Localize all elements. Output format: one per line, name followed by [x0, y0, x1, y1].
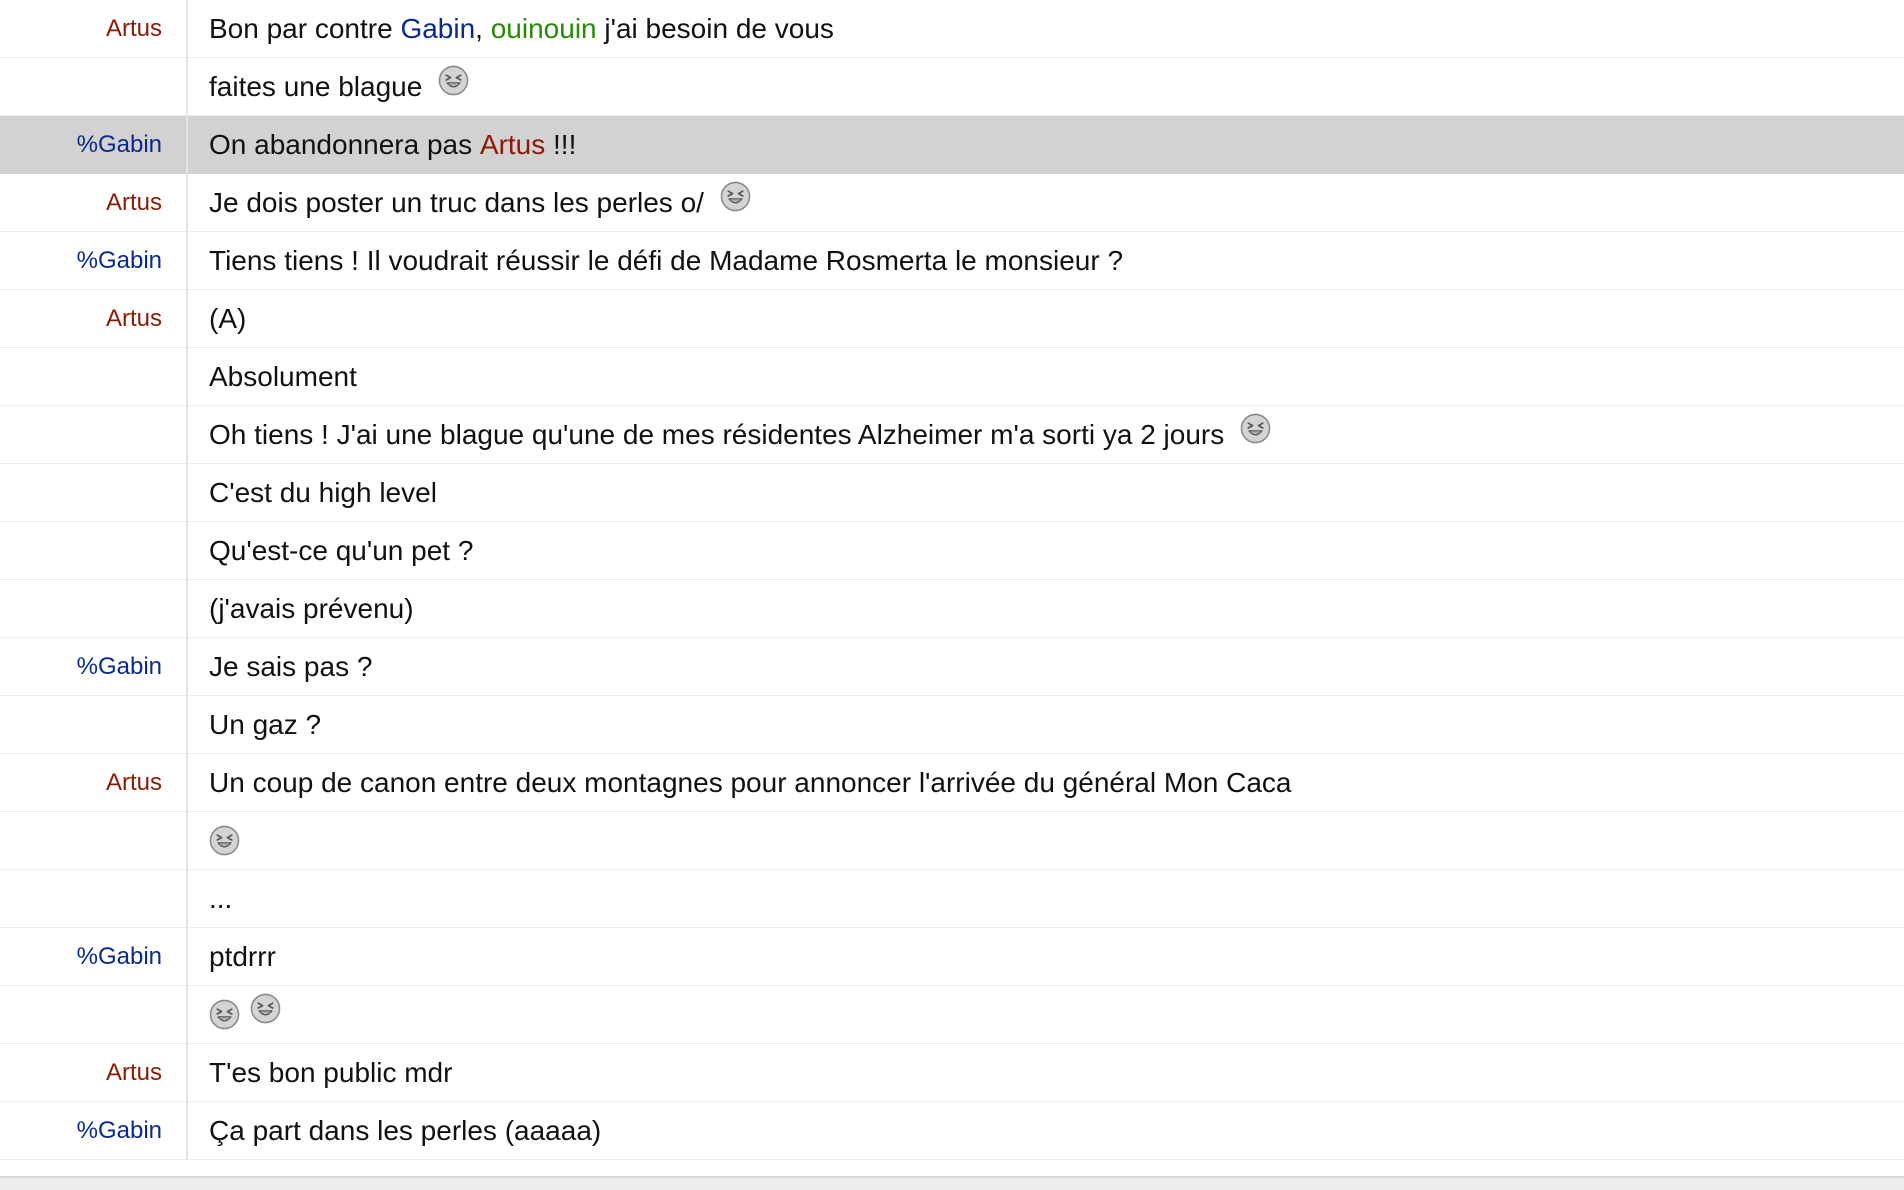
message-author: [0, 58, 188, 115]
message-author: [0, 870, 188, 927]
message-text-fragment: (j'avais prévenu): [209, 592, 414, 624]
message-text-fragment: Bon par contre: [209, 12, 401, 44]
message-author: [0, 580, 188, 637]
message-row: [0, 928, 1904, 986]
message-text-fragment: T'es bon public mdr: [209, 1056, 453, 1088]
message-author[interactable]: Artus: [0, 1044, 188, 1101]
message-author[interactable]: %Gabin: [0, 928, 188, 985]
message-row: [0, 870, 1904, 928]
message-text-fragment: C'est du high level: [209, 476, 437, 508]
message-text-fragment: Un gaz ?: [209, 708, 322, 740]
message-text-fragment: Absolument: [209, 360, 357, 392]
message-author: [0, 464, 188, 521]
message-text-fragment: Qu'est-ce qu'un pet ?: [209, 534, 474, 566]
message-text: [188, 754, 1904, 811]
message-row: [0, 232, 1904, 290]
message-row: [0, 1102, 1904, 1160]
laughing-emoji-icon: [438, 65, 469, 96]
laughing-emoji-icon: [720, 181, 751, 212]
message-text: [188, 232, 1904, 289]
message-author: [0, 406, 188, 463]
message-text: [188, 812, 1904, 869]
message-text: [188, 174, 1904, 231]
message-author[interactable]: %Gabin: [0, 116, 188, 173]
laughing-emoji-icon: [1240, 413, 1271, 444]
message-author: [0, 696, 188, 753]
message-text: [188, 116, 1904, 173]
message-author: [0, 812, 188, 869]
message-row: [0, 1044, 1904, 1102]
message-row: [0, 0, 1904, 58]
nick-mention[interactable]: ouinouin: [490, 12, 597, 44]
message-text-fragment: Tiens tiens ! Il voudrait réussir le défi de Madame Rosmerta le monsieur ?: [209, 244, 1124, 276]
message-text: [188, 290, 1904, 347]
message-text: [188, 986, 1904, 1043]
message-text-fragment: (A): [209, 302, 247, 334]
message-row: [0, 522, 1904, 580]
message-row: [0, 638, 1904, 696]
message-text: [188, 406, 1904, 463]
message-row: [0, 754, 1904, 812]
message-text: [188, 928, 1904, 985]
message-row: [0, 464, 1904, 522]
message-author[interactable]: Artus: [0, 290, 188, 347]
message-text: [188, 522, 1904, 579]
message-text-fragment: !!!: [545, 128, 577, 160]
message-text: [188, 696, 1904, 753]
message-text-fragment: faites une blague: [209, 70, 431, 102]
message-text-fragment: ...: [209, 882, 233, 914]
message-text-fragment: Oh tiens ! J'ai une blague qu'une de mes résidentes Alzheimer m'a sorti ya 2 jours: [209, 418, 1233, 450]
laughing-emoji-icon: [250, 993, 281, 1024]
message-row: [0, 58, 1904, 116]
laughing-emoji-icon: [209, 825, 240, 856]
message-text: [188, 870, 1904, 927]
message-author[interactable]: %Gabin: [0, 1102, 188, 1159]
message-text: [188, 580, 1904, 637]
message-row: [0, 406, 1904, 464]
message-author[interactable]: Artus: [0, 754, 188, 811]
message-row: [0, 696, 1904, 754]
message-text-fragment: On abandonnera pas: [209, 128, 480, 160]
message-row: [0, 116, 1904, 174]
message-author[interactable]: %Gabin: [0, 638, 188, 695]
message-text: [188, 638, 1904, 695]
laughing-emoji-icon: [209, 999, 240, 1030]
message-row: [0, 290, 1904, 348]
message-row: [0, 174, 1904, 232]
nick-mention[interactable]: Gabin: [400, 12, 476, 44]
message-author: [0, 348, 188, 405]
message-text-fragment: j'ai besoin de vous: [596, 12, 834, 44]
message-author: [0, 522, 188, 579]
message-text: [188, 1102, 1904, 1159]
message-text-fragment: Je sais pas ?: [209, 650, 373, 682]
nick-mention[interactable]: Artus: [479, 128, 546, 160]
message-text: [188, 58, 1904, 115]
message-text: [188, 0, 1904, 57]
message-author[interactable]: Artus: [0, 0, 188, 57]
message-row: [0, 812, 1904, 870]
message-text-fragment: ,: [475, 12, 491, 44]
message-row: [0, 580, 1904, 638]
message-text-fragment: Ça part dans les perles (aaaaa): [209, 1114, 602, 1146]
message-text: [188, 348, 1904, 405]
message-text: [188, 464, 1904, 521]
message-text-fragment: Un coup de canon entre deux montagnes pour annoncer l'arrivée du général Mon Caca: [209, 766, 1292, 798]
message-text: [188, 1044, 1904, 1101]
message-author[interactable]: %Gabin: [0, 232, 188, 289]
message-text-fragment: ptdrrr: [209, 940, 276, 972]
message-author: [0, 986, 188, 1043]
message-row: [0, 348, 1904, 406]
message-text-fragment: Je dois poster un truc dans les perles o/: [209, 186, 712, 218]
message-author[interactable]: Artus: [0, 174, 188, 231]
message-row: [0, 986, 1904, 1044]
